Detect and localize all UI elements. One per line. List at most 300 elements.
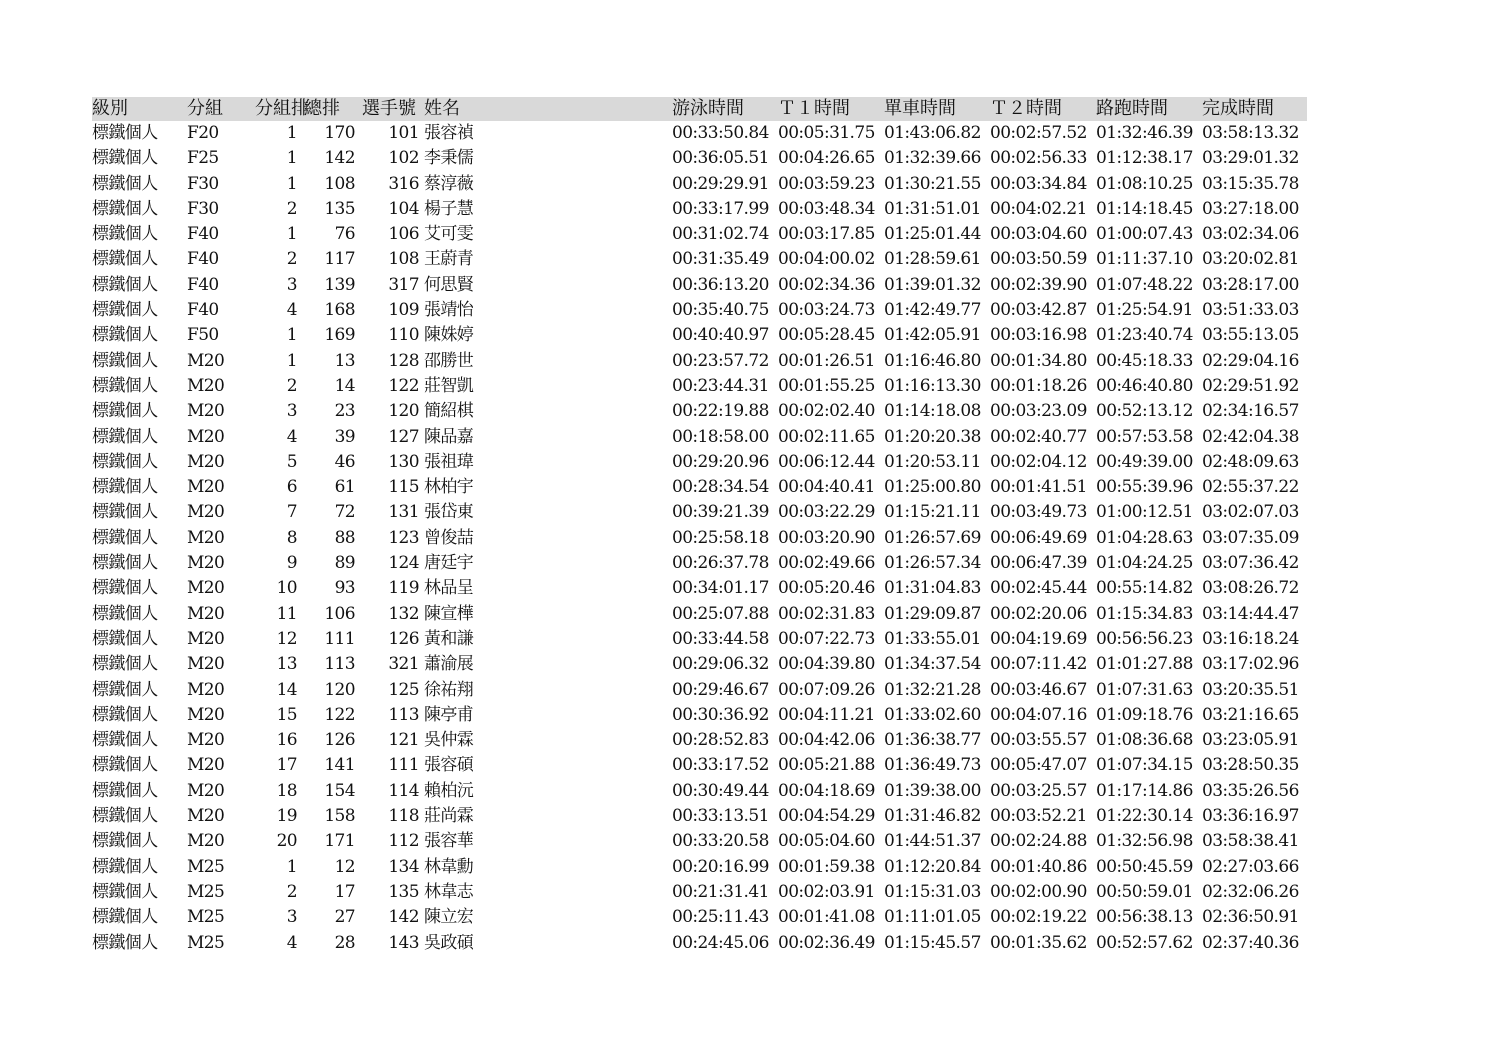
cell-name: 邵勝世: [424, 350, 474, 371]
cell-group-rank: 20: [276, 831, 297, 852]
cell-group: M20: [187, 755, 225, 776]
cell-overall-rank: 113: [324, 654, 355, 675]
cell-group: M20: [187, 628, 225, 649]
table-row: [92, 121, 1307, 146]
cell-group-rank: 2: [286, 881, 297, 902]
cell-overall-rank: 117: [324, 249, 355, 270]
cell-bike: 01:31:04.83: [884, 578, 981, 599]
cell-bike: 01:34:37.54: [884, 654, 981, 675]
cell-run: 01:07:34.15: [1096, 755, 1193, 776]
cell-name: 陳宣樺: [424, 603, 474, 624]
cell-run: 01:22:30.14: [1096, 806, 1193, 827]
cell-bib: 121: [388, 730, 419, 751]
cell-swim: 00:31:35.49: [672, 249, 769, 270]
cell-overall-rank: 14: [334, 375, 355, 396]
cell-group: M25: [187, 881, 225, 902]
cell-t1: 00:05:21.88: [778, 755, 875, 776]
cell-bike: 01:20:53.11: [884, 451, 981, 472]
cell-swim: 00:20:16.99: [672, 856, 769, 877]
cell-swim: 00:28:34.54: [672, 477, 769, 498]
cell-level: 標鐵個人: [92, 755, 158, 776]
table-row: [92, 273, 1307, 298]
cell-bike: 01:33:02.60: [884, 704, 981, 725]
cell-group: M20: [187, 679, 225, 700]
cell-group-rank: 1: [286, 856, 297, 877]
cell-t2: 00:06:47.39: [990, 553, 1087, 574]
cell-group-rank: 1: [286, 224, 297, 245]
header-name: 姓名: [424, 98, 460, 119]
cell-level: 標鐵個人: [92, 249, 158, 270]
cell-swim: 00:25:07.88: [672, 603, 769, 624]
cell-swim: 00:23:44.31: [672, 375, 769, 396]
cell-t1: 00:02:49.66: [778, 553, 875, 574]
cell-group: M20: [187, 451, 225, 472]
cell-swim: 00:23:57.72: [672, 350, 769, 371]
cell-bib: 125: [388, 679, 419, 700]
cell-swim: 00:24:45.06: [672, 932, 769, 953]
cell-group: M20: [187, 426, 225, 447]
cell-t1: 00:03:59.23: [778, 173, 875, 194]
cell-bib: 128: [388, 350, 419, 371]
cell-level: 標鐵個人: [92, 831, 158, 852]
cell-group: F25: [187, 148, 219, 169]
table-row: [92, 880, 1307, 905]
cell-t1: 00:05:28.45: [778, 325, 875, 346]
cell-name: 陳亭甫: [424, 704, 474, 725]
cell-finish: 02:48:09.63: [1202, 451, 1299, 472]
cell-group: M20: [187, 603, 225, 624]
cell-group: M20: [187, 578, 225, 599]
cell-name: 賴柏沅: [424, 780, 474, 801]
cell-overall-rank: 158: [324, 806, 355, 827]
cell-bike: 01:25:01.44: [884, 224, 981, 245]
cell-overall-rank: 171: [324, 831, 355, 852]
cell-level: 標鐵個人: [92, 274, 158, 295]
cell-level: 標鐵個人: [92, 856, 158, 877]
cell-t1: 00:03:48.34: [778, 198, 875, 219]
cell-name: 曾俊喆: [424, 527, 474, 548]
cell-swim: 00:34:01.17: [672, 578, 769, 599]
cell-run: 00:49:39.00: [1096, 451, 1193, 472]
cell-bib: 113: [388, 704, 419, 725]
table-row: [92, 197, 1307, 222]
cell-overall-rank: 135: [324, 198, 355, 219]
cell-level: 標鐵個人: [92, 300, 158, 321]
cell-finish: 03:08:26.72: [1202, 578, 1299, 599]
table-row: [92, 678, 1307, 703]
cell-overall-rank: 141: [324, 755, 355, 776]
cell-name: 陳姝婷: [424, 325, 474, 346]
cell-run: 01:32:46.39: [1096, 123, 1193, 143]
cell-swim: 00:25:58.18: [672, 527, 769, 548]
cell-name: 王蔚青: [424, 249, 474, 270]
cell-group: M20: [187, 831, 225, 852]
cell-bib: 126: [388, 628, 419, 649]
cell-t2: 00:01:41.51: [990, 477, 1087, 498]
cell-name: 李秉儒: [424, 148, 474, 169]
cell-group-rank: 18: [276, 780, 297, 801]
cell-t1: 00:03:24.73: [778, 300, 875, 321]
table-row: [92, 551, 1307, 576]
cell-level: 標鐵個人: [92, 477, 158, 498]
cell-finish: 03:14:44.47: [1202, 603, 1299, 624]
cell-t2: 00:02:40.77: [990, 426, 1087, 447]
cell-level: 標鐵個人: [92, 806, 158, 827]
cell-run: 00:55:39.96: [1096, 477, 1193, 498]
cell-t2: 00:03:49.73: [990, 502, 1087, 523]
cell-finish: 02:55:37.22: [1202, 477, 1299, 498]
cell-t2: 00:02:57.52: [990, 123, 1087, 143]
cell-bib: 120: [388, 401, 419, 422]
cell-overall-rank: 120: [324, 679, 355, 700]
cell-level: 標鐵個人: [92, 527, 158, 548]
cell-group-rank: 8: [286, 527, 297, 548]
header-swim: 游泳時間: [672, 98, 744, 119]
cell-level: 標鐵個人: [92, 578, 158, 599]
cell-name: 張容碩: [424, 755, 474, 776]
cell-level: 標鐵個人: [92, 426, 158, 447]
cell-group-rank: 5: [286, 451, 297, 472]
cell-bib: 143: [388, 932, 419, 953]
cell-bike: 01:15:31.03: [884, 881, 981, 902]
cell-bike: 01:36:49.73: [884, 755, 981, 776]
cell-swim: 00:29:20.96: [672, 451, 769, 472]
cell-finish: 03:27:18.00: [1202, 198, 1299, 219]
cell-run: 00:52:13.12: [1096, 401, 1193, 422]
cell-finish: 02:27:03.66: [1202, 856, 1299, 877]
cell-bib: 131: [388, 502, 419, 523]
cell-t1: 00:05:04.60: [778, 831, 875, 852]
cell-swim: 00:33:50.84: [672, 123, 769, 143]
cell-name: 張容華: [424, 831, 474, 852]
cell-group: M20: [187, 780, 225, 801]
cell-t2: 00:01:34.80: [990, 350, 1087, 371]
header-group-rank: 分組排: [255, 98, 309, 119]
cell-level: 標鐵個人: [92, 325, 158, 346]
cell-group-rank: 10: [276, 578, 297, 599]
cell-bike: 01:12:20.84: [884, 856, 981, 877]
cell-bib: 316: [388, 173, 419, 194]
cell-name: 黃和謙: [424, 628, 474, 649]
cell-t1: 00:02:03.91: [778, 881, 875, 902]
cell-finish: 02:42:04.38: [1202, 426, 1299, 447]
cell-group: M20: [187, 553, 225, 574]
cell-finish: 03:23:05.91: [1202, 730, 1299, 751]
cell-bib: 124: [388, 553, 419, 574]
cell-swim: 00:33:17.99: [672, 198, 769, 219]
cell-bib: 317: [388, 274, 419, 295]
cell-t1: 00:01:41.08: [778, 907, 875, 928]
cell-overall-rank: 126: [324, 730, 355, 751]
cell-t1: 00:05:31.75: [778, 123, 875, 143]
header-group: 分組: [187, 98, 223, 119]
cell-group-rank: 1: [286, 350, 297, 371]
cell-bib: 110: [388, 325, 419, 346]
cell-bike: 01:44:51.37: [884, 831, 981, 852]
cell-t2: 00:03:55.57: [990, 730, 1087, 751]
cell-swim: 00:36:13.20: [672, 274, 769, 295]
table-row: [92, 298, 1307, 323]
cell-run: 01:08:36.68: [1096, 730, 1193, 751]
cell-overall-rank: 111: [324, 628, 355, 649]
cell-run: 01:14:18.45: [1096, 198, 1193, 219]
table-row: [92, 349, 1307, 374]
table-row: [92, 905, 1307, 930]
cell-t1: 00:03:22.29: [778, 502, 875, 523]
cell-bib: 114: [388, 780, 419, 801]
cell-swim: 00:31:02.74: [672, 224, 769, 245]
header-bib: 選手號: [362, 98, 416, 119]
cell-overall-rank: 106: [324, 603, 355, 624]
cell-group-rank: 4: [286, 932, 297, 953]
cell-overall-rank: 23: [334, 401, 355, 422]
cell-bib: 123: [388, 527, 419, 548]
cell-swim: 00:21:31.41: [672, 881, 769, 902]
cell-name: 陳品嘉: [424, 426, 474, 447]
cell-swim: 00:40:40.97: [672, 325, 769, 346]
cell-swim: 00:39:21.39: [672, 502, 769, 523]
cell-finish: 02:29:04.16: [1202, 350, 1299, 371]
cell-group: M20: [187, 502, 225, 523]
cell-group: M20: [187, 527, 225, 548]
cell-run: 00:57:53.58: [1096, 426, 1193, 447]
cell-level: 標鐵個人: [92, 881, 158, 902]
cell-t2: 00:03:23.09: [990, 401, 1087, 422]
cell-overall-rank: 93: [334, 578, 355, 599]
cell-t2: 00:04:07.16: [990, 704, 1087, 725]
header-finish: 完成時間: [1202, 98, 1274, 119]
cell-swim: 00:18:58.00: [672, 426, 769, 447]
table-row: [92, 703, 1307, 728]
cell-group-rank: 12: [276, 628, 297, 649]
cell-overall-rank: 12: [334, 856, 355, 877]
cell-bike: 01:26:57.34: [884, 553, 981, 574]
table-row: [92, 931, 1307, 956]
cell-group: M20: [187, 401, 225, 422]
cell-bib: 142: [388, 907, 419, 928]
header-level: 級別: [92, 98, 128, 119]
cell-finish: 02:29:51.92: [1202, 375, 1299, 396]
cell-finish: 03:07:36.42: [1202, 553, 1299, 574]
cell-t1: 00:01:26.51: [778, 350, 875, 371]
cell-bib: 106: [388, 224, 419, 245]
cell-finish: 03:36:16.97: [1202, 806, 1299, 827]
table-row: [92, 804, 1307, 829]
cell-t2: 00:01:18.26: [990, 375, 1087, 396]
cell-bike: 01:20:20.38: [884, 426, 981, 447]
table-row: [92, 627, 1307, 652]
cell-bike: 01:28:59.61: [884, 249, 981, 270]
cell-level: 標鐵個人: [92, 173, 158, 194]
cell-run: 00:56:56.23: [1096, 628, 1193, 649]
table-row: [92, 247, 1307, 272]
cell-overall-rank: 28: [334, 932, 355, 953]
table-row: [92, 146, 1307, 171]
table-row: [92, 526, 1307, 551]
cell-level: 標鐵個人: [92, 603, 158, 624]
table-row: [92, 450, 1307, 475]
cell-group-rank: 4: [286, 300, 297, 321]
cell-swim: 00:29:46.67: [672, 679, 769, 700]
cell-level: 標鐵個人: [92, 148, 158, 169]
cell-t1: 00:03:20.90: [778, 527, 875, 548]
table-row: [92, 399, 1307, 424]
cell-run: 01:25:54.91: [1096, 300, 1193, 321]
cell-finish: 03:58:38.41: [1202, 831, 1299, 852]
cell-bib: 127: [388, 426, 419, 447]
cell-level: 標鐵個人: [92, 679, 158, 700]
cell-name: 徐祐翔: [424, 679, 474, 700]
cell-name: 張靖怡: [424, 300, 474, 321]
table-row: [92, 500, 1307, 525]
cell-bike: 01:33:55.01: [884, 628, 981, 649]
cell-name: 林韋志: [424, 881, 474, 902]
cell-group-rank: 13: [276, 654, 297, 675]
cell-swim: 00:25:11.43: [672, 907, 769, 928]
table-row: [92, 222, 1307, 247]
cell-finish: 03:55:13.05: [1202, 325, 1299, 346]
cell-bike: 01:32:21.28: [884, 679, 981, 700]
table-row: [92, 475, 1307, 500]
cell-t2: 00:02:20.06: [990, 603, 1087, 624]
cell-t2: 00:02:00.90: [990, 881, 1087, 902]
cell-group-rank: 1: [286, 173, 297, 194]
cell-t2: 00:01:35.62: [990, 932, 1087, 953]
cell-run: 00:45:18.33: [1096, 350, 1193, 371]
cell-finish: 03:29:01.32: [1202, 148, 1299, 169]
cell-finish: 03:15:35.78: [1202, 173, 1299, 194]
cell-run: 01:07:31.63: [1096, 679, 1193, 700]
cell-level: 標鐵個人: [92, 654, 158, 675]
cell-overall-rank: 139: [324, 274, 355, 295]
cell-bib: 111: [388, 755, 419, 776]
cell-group: M20: [187, 730, 225, 751]
cell-t2: 00:02:45.44: [990, 578, 1087, 599]
cell-finish: 03:17:02.96: [1202, 654, 1299, 675]
cell-bike: 01:16:46.80: [884, 350, 981, 371]
cell-finish: 03:28:17.00: [1202, 274, 1299, 295]
cell-finish: 03:21:16.65: [1202, 704, 1299, 725]
cell-group: M25: [187, 907, 225, 928]
cell-bib: 321: [388, 654, 419, 675]
cell-group: F30: [187, 198, 219, 219]
header-t1: Ｔ１時間: [778, 98, 850, 119]
cell-level: 標鐵個人: [92, 932, 158, 953]
cell-overall-rank: 46: [334, 451, 355, 472]
cell-swim: 00:29:06.32: [672, 654, 769, 675]
table-row: [92, 855, 1307, 880]
cell-group: M25: [187, 856, 225, 877]
cell-t1: 00:07:09.26: [778, 679, 875, 700]
cell-bike: 01:42:49.77: [884, 300, 981, 321]
cell-group-rank: 6: [286, 477, 297, 498]
table-row: [92, 425, 1307, 450]
cell-bike: 01:31:46.82: [884, 806, 981, 827]
cell-t1: 00:06:12.44: [778, 451, 875, 472]
cell-bike: 01:11:01.05: [884, 907, 981, 928]
cell-name: 簡紹棋: [424, 401, 474, 422]
cell-run: 01:07:48.22: [1096, 274, 1193, 295]
cell-name: 莊尚霖: [424, 806, 474, 827]
cell-t1: 00:04:40.41: [778, 477, 875, 498]
cell-t1: 00:04:26.65: [778, 148, 875, 169]
cell-run: 01:15:34.83: [1096, 603, 1193, 624]
cell-bike: 01:29:09.87: [884, 603, 981, 624]
cell-group: M20: [187, 350, 225, 371]
cell-bike: 01:14:18.08: [884, 401, 981, 422]
cell-run: 00:46:40.80: [1096, 375, 1193, 396]
cell-run: 01:08:10.25: [1096, 173, 1193, 194]
cell-swim: 00:29:29.91: [672, 173, 769, 194]
cell-group: F40: [187, 274, 219, 295]
cell-t2: 00:07:11.42: [990, 654, 1087, 675]
cell-run: 00:55:14.82: [1096, 578, 1193, 599]
cell-bike: 01:39:01.32: [884, 274, 981, 295]
cell-group: M20: [187, 477, 225, 498]
cell-swim: 00:33:44.58: [672, 628, 769, 649]
cell-swim: 00:28:52.83: [672, 730, 769, 751]
cell-group: M25: [187, 932, 225, 953]
cell-name: 林柏宇: [424, 477, 474, 498]
table-row: [92, 779, 1307, 804]
cell-name: 張岱東: [424, 502, 474, 523]
cell-level: 標鐵個人: [92, 375, 158, 396]
cell-bib: 132: [388, 603, 419, 624]
cell-group-rank: 11: [276, 603, 297, 624]
cell-level: 標鐵個人: [92, 730, 158, 751]
cell-run: 00:52:57.62: [1096, 932, 1193, 953]
cell-group-rank: 1: [286, 123, 297, 143]
table-header: [92, 97, 1307, 121]
cell-group: F40: [187, 300, 219, 321]
cell-group-rank: 19: [276, 806, 297, 827]
cell-run: 01:04:24.25: [1096, 553, 1193, 574]
cell-overall-rank: 17: [334, 881, 355, 902]
cell-overall-rank: 154: [324, 780, 355, 801]
cell-finish: 02:36:50.91: [1202, 907, 1299, 928]
cell-t2: 00:04:02.21: [990, 198, 1087, 219]
cell-t2: 00:02:24.88: [990, 831, 1087, 852]
cell-name: 吳仲霖: [424, 730, 474, 751]
cell-group: F40: [187, 224, 219, 245]
cell-overall-rank: 72: [334, 502, 355, 523]
results-table: [92, 97, 1307, 956]
cell-run: 01:00:07.43: [1096, 224, 1193, 245]
cell-level: 標鐵個人: [92, 553, 158, 574]
cell-name: 唐廷宇: [424, 553, 474, 574]
cell-t2: 00:02:04.12: [990, 451, 1087, 472]
cell-t2: 00:06:49.69: [990, 527, 1087, 548]
cell-swim: 00:36:05.51: [672, 148, 769, 169]
cell-swim: 00:33:13.51: [672, 806, 769, 827]
cell-finish: 03:07:35.09: [1202, 527, 1299, 548]
cell-swim: 00:35:40.75: [672, 300, 769, 321]
cell-bike: 01:36:38.77: [884, 730, 981, 751]
cell-name: 楊子慧: [424, 198, 474, 219]
cell-t1: 00:04:54.29: [778, 806, 875, 827]
cell-run: 00:50:59.01: [1096, 881, 1193, 902]
cell-run: 00:50:45.59: [1096, 856, 1193, 877]
cell-bike: 01:42:05.91: [884, 325, 981, 346]
cell-run: 01:17:14.86: [1096, 780, 1193, 801]
cell-t2: 00:02:19.22: [990, 907, 1087, 928]
cell-overall-rank: 89: [334, 553, 355, 574]
cell-t1: 00:02:11.65: [778, 426, 875, 447]
cell-overall-rank: 76: [334, 224, 355, 245]
cell-group: F20: [187, 123, 219, 143]
table-body: [92, 121, 1307, 956]
cell-level: 標鐵個人: [92, 907, 158, 928]
